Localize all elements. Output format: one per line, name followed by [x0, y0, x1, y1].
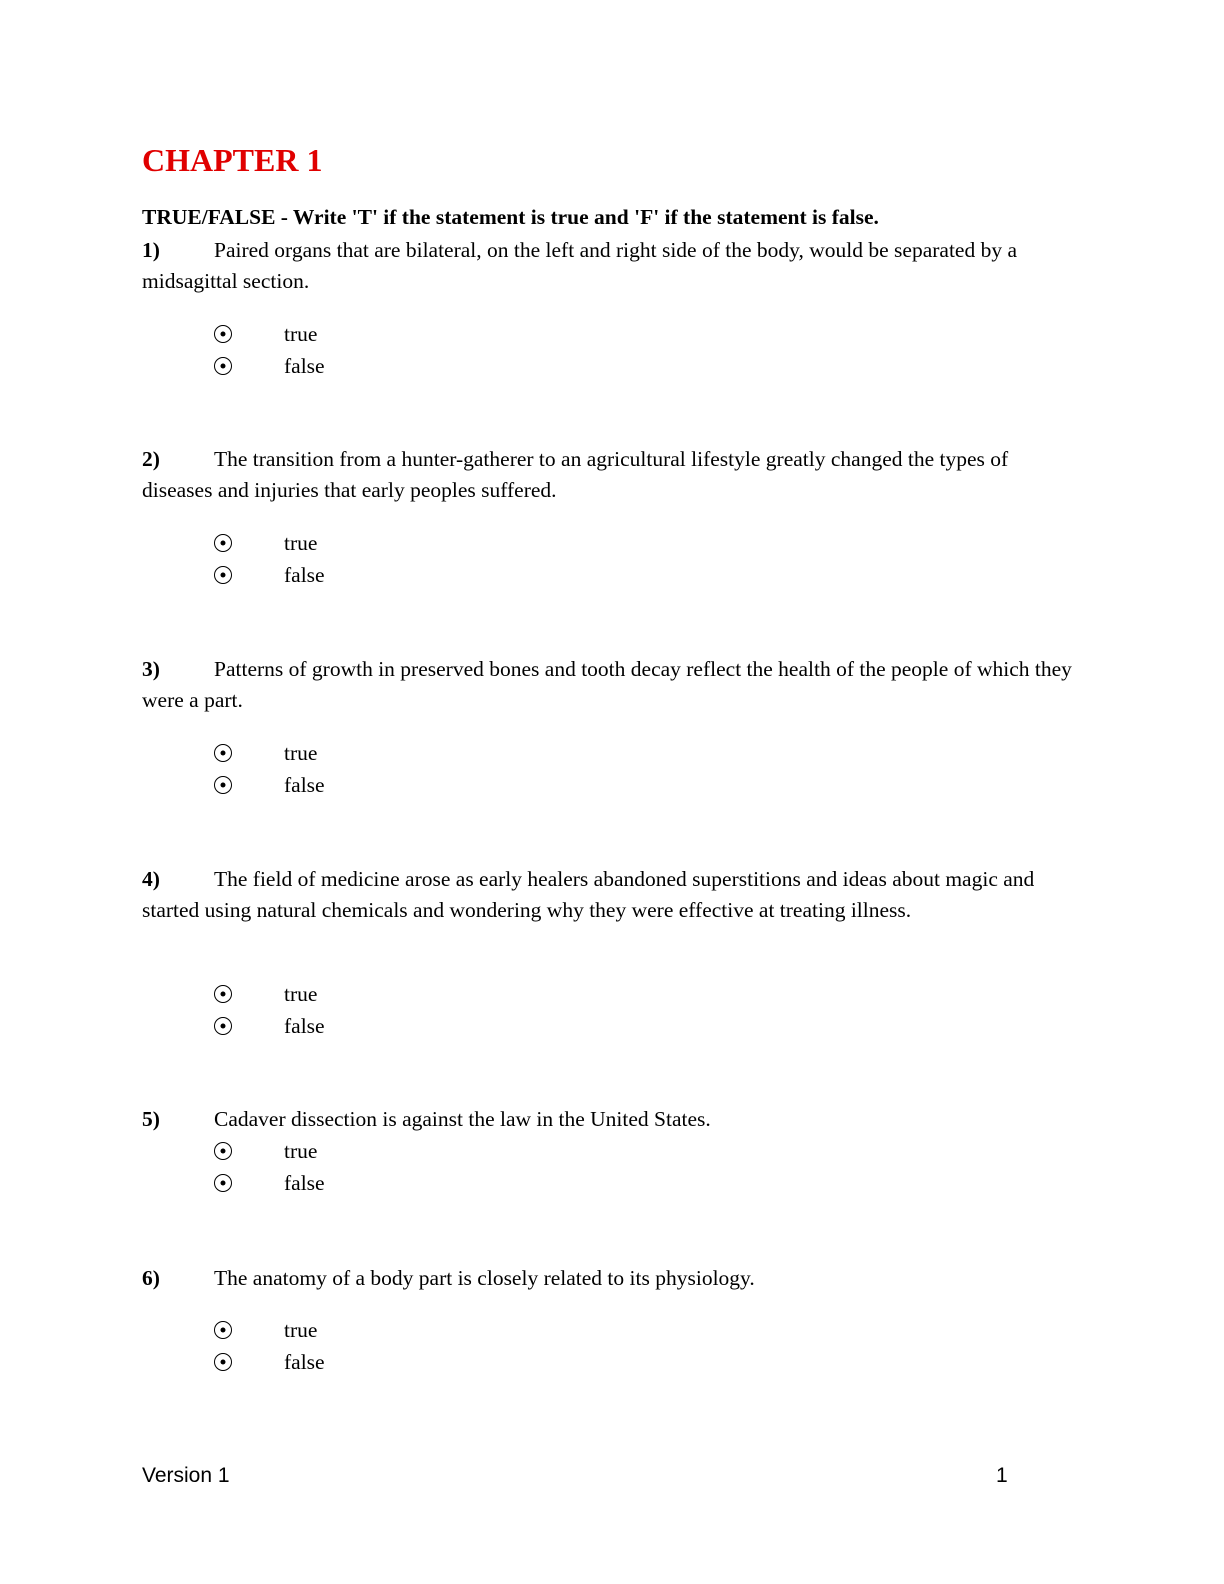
- question-4-options: [214, 978, 325, 1042]
- radio-icon[interactable]: [214, 776, 232, 794]
- radio-icon[interactable]: [214, 985, 232, 1003]
- footer-version: Version 1: [142, 1464, 230, 1487]
- option-true[interactable]: [214, 978, 325, 1010]
- option-true[interactable]: [214, 1314, 325, 1346]
- question-text: Cadaver dissection is against the law in the United States.: [214, 1107, 711, 1131]
- option-true[interactable]: [214, 1135, 325, 1167]
- option-label: false: [284, 772, 325, 797]
- radio-icon[interactable]: [214, 1174, 232, 1192]
- question-5-options: [214, 1135, 325, 1199]
- question-number: 3): [142, 657, 160, 681]
- question-text: Paired organs that are bilateral, on the left and right side of the body, would be separated by a midsagittal section.: [142, 238, 1018, 293]
- question-3: [142, 654, 1082, 716]
- option-false[interactable]: [214, 1010, 325, 1042]
- question-text: The field of medicine arose as early healers abandoned superstitions and ideas about magic and started using natural chemicals and wondering why they were effective at treating illness.: [142, 867, 1035, 922]
- radio-icon[interactable]: [214, 566, 232, 584]
- option-label: true: [284, 1317, 318, 1342]
- question-6: [142, 1263, 1082, 1294]
- question-number: 2): [142, 447, 160, 471]
- question-text: The transition from a hunter-gatherer to an agricultural lifestyle greatly changed the types of diseases and injuries that early peoples suffered.: [142, 447, 1009, 502]
- option-label: false: [284, 353, 325, 378]
- radio-icon[interactable]: [214, 534, 232, 552]
- question-5: [142, 1104, 1082, 1135]
- radio-icon[interactable]: [214, 1321, 232, 1339]
- option-false[interactable]: [214, 769, 325, 801]
- question-2: [142, 444, 1082, 506]
- option-label: true: [284, 740, 318, 765]
- option-false[interactable]: [214, 350, 325, 382]
- option-true[interactable]: [214, 527, 325, 559]
- chapter-title: CHAPTER 1: [142, 142, 323, 178]
- option-label: false: [284, 1013, 325, 1038]
- question-2-options: [214, 527, 325, 591]
- option-true[interactable]: [214, 318, 325, 350]
- option-label: false: [284, 1349, 325, 1374]
- radio-icon[interactable]: [214, 325, 232, 343]
- option-label: true: [284, 530, 318, 555]
- question-3-options: [214, 737, 325, 801]
- option-label: true: [284, 321, 318, 346]
- radio-icon[interactable]: [214, 744, 232, 762]
- radio-icon[interactable]: [214, 1017, 232, 1035]
- option-label: true: [284, 1138, 318, 1163]
- question-number: 4): [142, 867, 160, 891]
- radio-icon[interactable]: [214, 1142, 232, 1160]
- question-6-options: [214, 1314, 325, 1378]
- question-text: The anatomy of a body part is closely related to its physiology.: [214, 1266, 755, 1290]
- question-1: [142, 235, 1082, 297]
- option-label: false: [284, 1170, 325, 1195]
- question-1-options: [214, 318, 325, 382]
- question-number: 5): [142, 1107, 160, 1131]
- option-false[interactable]: [214, 559, 325, 591]
- question-4: [142, 864, 1082, 926]
- instructions: TRUE/FALSE - Write 'T' if the statement is true and 'F' if the statement is false.: [142, 205, 879, 229]
- radio-icon[interactable]: [214, 1353, 232, 1371]
- option-false[interactable]: [214, 1346, 325, 1378]
- option-true[interactable]: [214, 737, 325, 769]
- radio-icon[interactable]: [214, 357, 232, 375]
- question-text: Patterns of growth in preserved bones and tooth decay reflect the health of the people of which they were a part.: [142, 657, 1072, 712]
- question-number: 1): [142, 238, 160, 262]
- option-label: true: [284, 981, 318, 1006]
- footer-page-number: 1: [996, 1464, 1008, 1487]
- option-label: false: [284, 562, 325, 587]
- question-number: 6): [142, 1266, 160, 1290]
- option-false[interactable]: [214, 1167, 325, 1199]
